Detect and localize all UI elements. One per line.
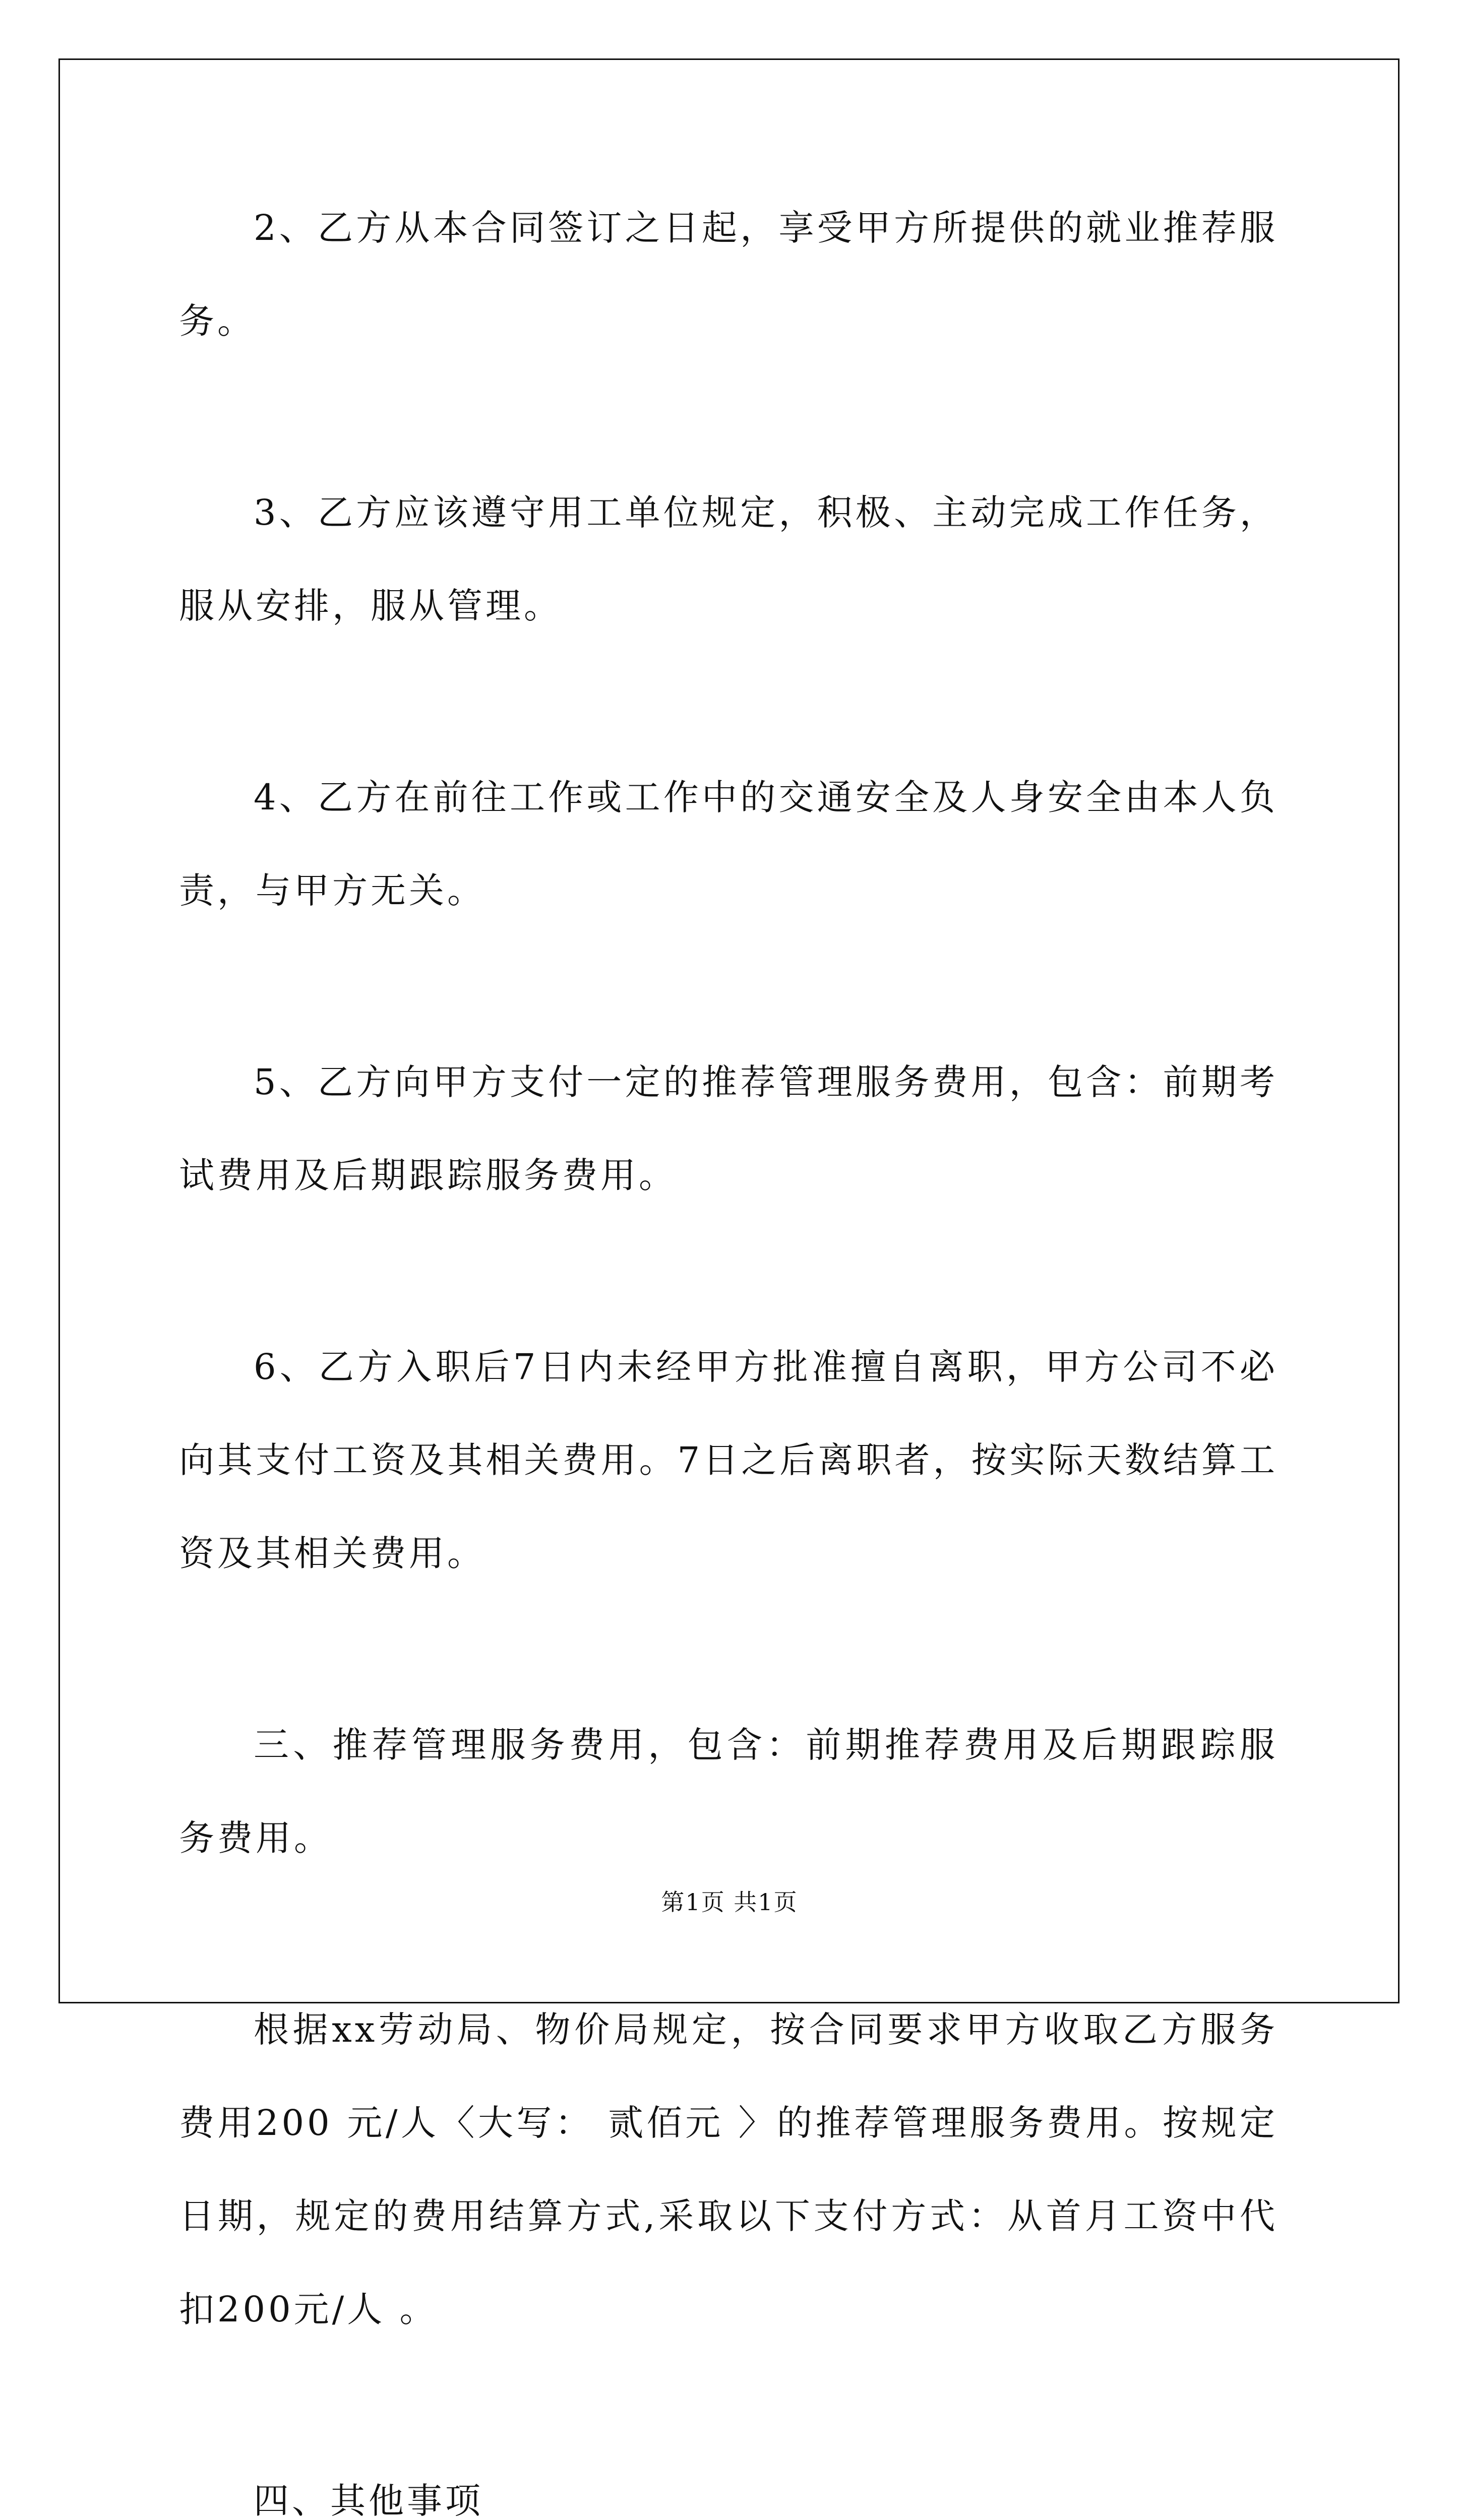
paragraph-clause-2: 2、乙方从本合同签订之日起，享受甲方所提供的就业推荐服务。 [179,207,1278,342]
paragraph-clause-4: 4、乙方在前往工作或工作中的交通安全及人身安全由本人负责，与甲方无关。 [179,777,1278,911]
paragraph-fee-details: 根据xx劳动局、物价局规定，按合同要求甲方收取乙方服务费用200 元/人〈大写： 贰佰元 〉的推荐管理服务费用。按规定日期，规定的费用结算方式,采取以下支付方式：从首月工资中代扣200元/人 。 [179,2009,1278,2330]
section-heading-fees: 三、推荐管理服务费用，包含：前期推荐费用及后期跟踪服务费用。 [179,1724,1278,1859]
paragraph-clause-5: 5、乙方向甲方支付一定的推荐管理服务费用，包含：前期考试费用及后期跟踪服务费用。 [179,1061,1278,1196]
page-number: 第1页 共1页 [661,1888,798,1916]
paragraph-clause-3: 3、乙方应该遵守用工单位规定，积极、主动完成工作任务，服从安排，服从管理。 [179,492,1278,626]
paragraph-clause-6: 6、乙方入职后7日内未经甲方批准擅自离职，甲方公司不必向其支付工资及其相关费用。7日之后离职者，按实际天数结算工资及其相关费用。 [179,1346,1278,1574]
section-heading-other: 四、其他事项 [254,2480,483,2520]
document-body [179,181,1278,2520]
